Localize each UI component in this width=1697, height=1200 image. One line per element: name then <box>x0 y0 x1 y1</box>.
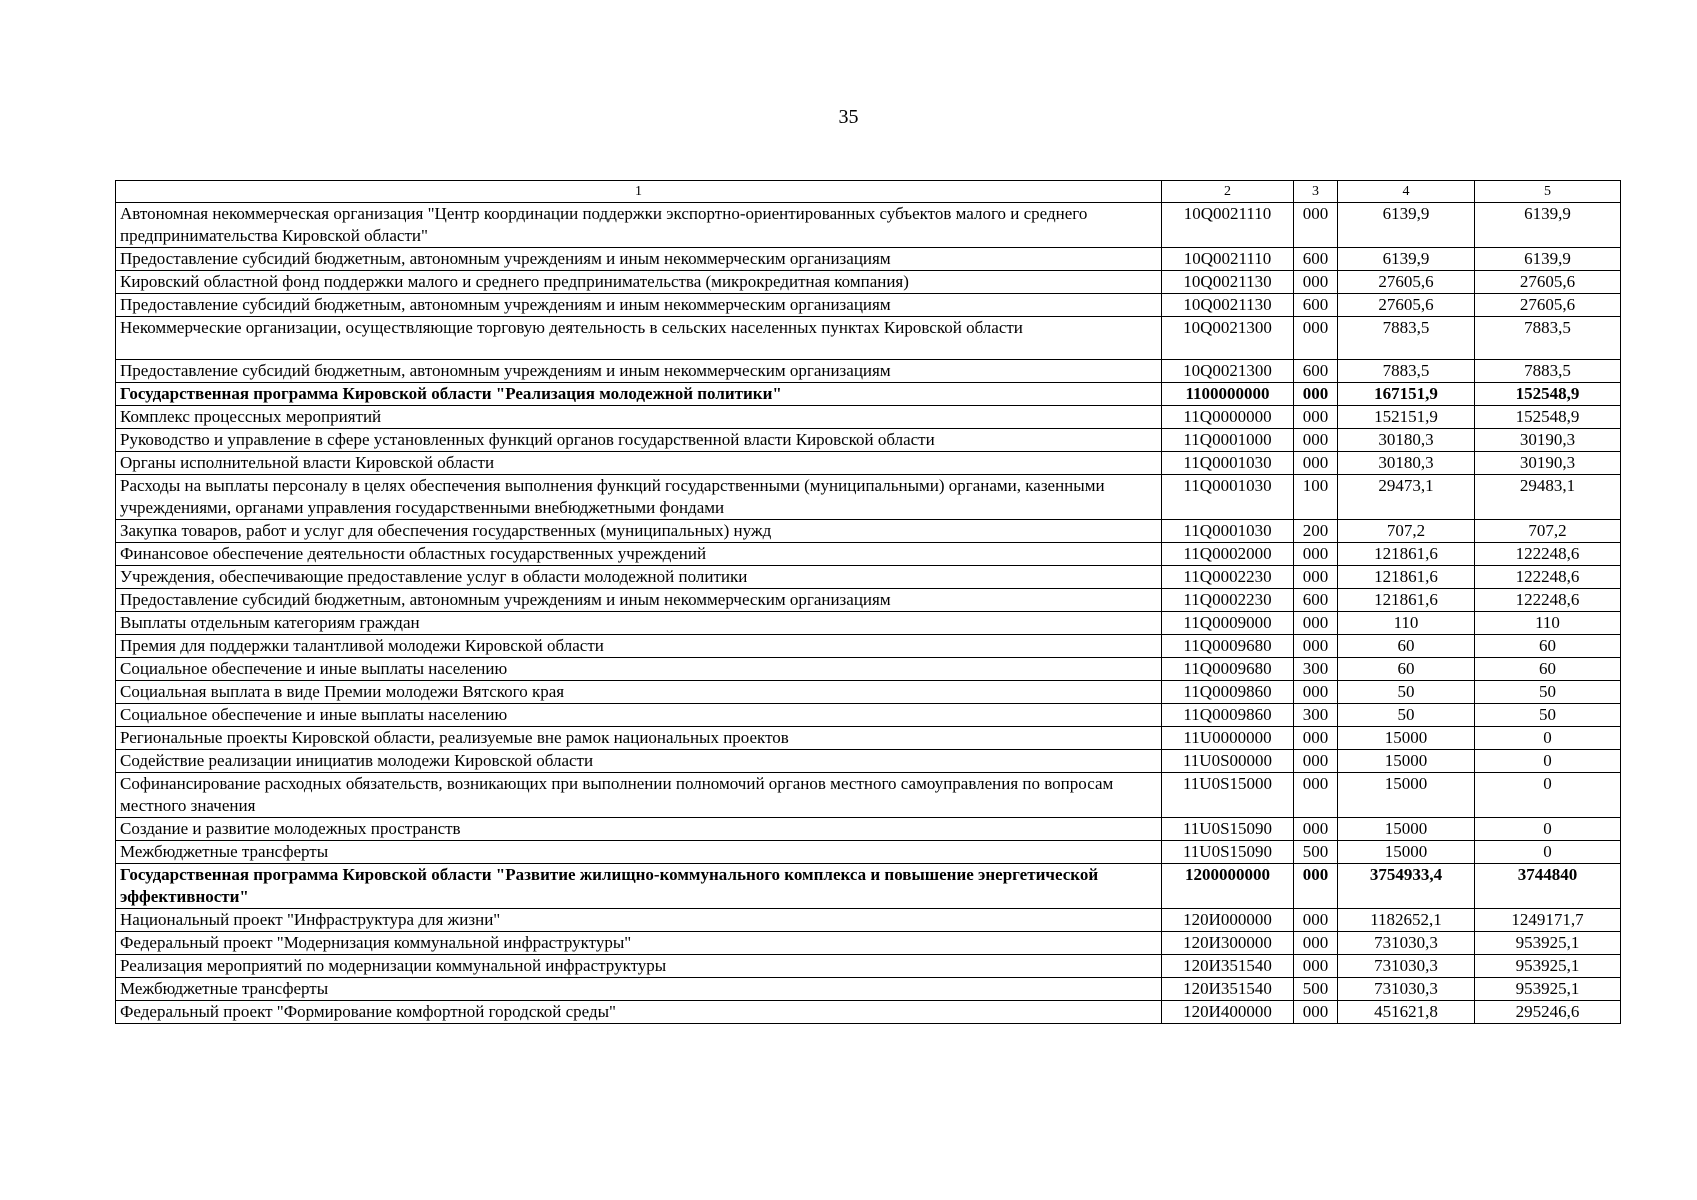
code-cell: 11U0000000 <box>1162 727 1294 750</box>
code-cell: 1100000000 <box>1162 383 1294 406</box>
table-row <box>116 520 1621 543</box>
code-cell: 11Q0001030 <box>1162 452 1294 475</box>
value-col4-cell: 731030,3 <box>1338 955 1475 978</box>
expense-type-cell: 000 <box>1294 818 1338 841</box>
row-name-cell: Выплаты отдельным категориям граждан <box>116 612 1162 635</box>
budget-table <box>115 180 1621 1024</box>
code-cell: 11Q0009680 <box>1162 635 1294 658</box>
code-cell: 120И000000 <box>1162 909 1294 932</box>
code-cell: 10Q0021130 <box>1162 294 1294 317</box>
value-col5-cell: 953925,1 <box>1475 932 1621 955</box>
value-col5-cell: 30190,3 <box>1475 429 1621 452</box>
value-col5-cell: 122248,6 <box>1475 589 1621 612</box>
table-row <box>116 1001 1621 1024</box>
expense-type-cell: 100 <box>1294 475 1338 520</box>
table-row <box>116 612 1621 635</box>
table-row <box>116 248 1621 271</box>
table-row <box>116 704 1621 727</box>
expense-type-cell: 000 <box>1294 429 1338 452</box>
expense-type-cell: 000 <box>1294 203 1338 248</box>
row-name-cell: Премия для поддержки талантливой молодежи Кировской области <box>116 635 1162 658</box>
value-col4-cell: 152151,9 <box>1338 406 1475 429</box>
row-name-cell: Межбюджетные трансферты <box>116 841 1162 864</box>
value-col5-cell: 122248,6 <box>1475 566 1621 589</box>
expense-type-cell: 300 <box>1294 658 1338 681</box>
row-name-cell: Предоставление субсидий бюджетным, автономным учреждениям и иным некоммерческим организациям <box>116 360 1162 383</box>
value-col4-cell: 30180,3 <box>1338 452 1475 475</box>
value-col5-cell: 122248,6 <box>1475 543 1621 566</box>
value-col4-cell: 15000 <box>1338 841 1475 864</box>
expense-type-cell: 000 <box>1294 750 1338 773</box>
expense-type-cell: 000 <box>1294 317 1338 360</box>
row-name-cell: Содействие реализации инициатив молодежи Кировской области <box>116 750 1162 773</box>
expense-type-cell: 600 <box>1294 589 1338 612</box>
table-row <box>116 406 1621 429</box>
value-col5-cell: 953925,1 <box>1475 978 1621 1001</box>
expense-type-cell: 600 <box>1294 294 1338 317</box>
row-name-cell: Предоставление субсидий бюджетным, автономным учреждениям и иным некоммерческим организациям <box>116 589 1162 612</box>
value-col4-cell: 15000 <box>1338 773 1475 818</box>
value-col4-cell: 27605,6 <box>1338 294 1475 317</box>
column-header: 4 <box>1338 181 1475 203</box>
row-name-cell: Межбюджетные трансферты <box>116 978 1162 1001</box>
value-col4-cell: 6139,9 <box>1338 203 1475 248</box>
table-row <box>116 589 1621 612</box>
expense-type-cell: 000 <box>1294 955 1338 978</box>
value-col5-cell: 152548,9 <box>1475 406 1621 429</box>
expense-type-cell: 000 <box>1294 773 1338 818</box>
row-name-cell: Комплекс процессных мероприятий <box>116 406 1162 429</box>
expense-type-cell: 600 <box>1294 360 1338 383</box>
expense-type-cell: 000 <box>1294 383 1338 406</box>
code-cell: 11U0S15000 <box>1162 773 1294 818</box>
value-col5-cell: 707,2 <box>1475 520 1621 543</box>
table-row <box>116 475 1621 520</box>
value-col4-cell: 50 <box>1338 704 1475 727</box>
value-col4-cell: 15000 <box>1338 750 1475 773</box>
value-col4-cell: 15000 <box>1338 818 1475 841</box>
table-row <box>116 727 1621 750</box>
row-name-cell: Учреждения, обеспечивающие предоставление услуг в области молодежной политики <box>116 566 1162 589</box>
code-cell: 10Q0021110 <box>1162 203 1294 248</box>
row-name-cell: Социальное обеспечение и иные выплаты населению <box>116 658 1162 681</box>
table-row <box>116 841 1621 864</box>
value-col4-cell: 121861,6 <box>1338 566 1475 589</box>
value-col5-cell: 0 <box>1475 841 1621 864</box>
code-cell: 11U0S00000 <box>1162 750 1294 773</box>
value-col5-cell: 27605,6 <box>1475 271 1621 294</box>
row-name-cell: Закупка товаров, работ и услуг для обеспечения государственных (муниципальных) нужд <box>116 520 1162 543</box>
value-col5-cell: 0 <box>1475 818 1621 841</box>
value-col5-cell: 7883,5 <box>1475 317 1621 360</box>
value-col4-cell: 7883,5 <box>1338 317 1475 360</box>
row-name-cell: Создание и развитие молодежных пространств <box>116 818 1162 841</box>
table-row <box>116 203 1621 248</box>
table-row <box>116 271 1621 294</box>
table-row <box>116 543 1621 566</box>
expense-type-cell: 000 <box>1294 566 1338 589</box>
value-col5-cell: 30190,3 <box>1475 452 1621 475</box>
code-cell: 11Q0001000 <box>1162 429 1294 452</box>
code-cell: 11Q0002000 <box>1162 543 1294 566</box>
row-name-cell: Социальное обеспечение и иные выплаты населению <box>116 704 1162 727</box>
table-row <box>116 317 1621 360</box>
code-cell: 11Q0001030 <box>1162 520 1294 543</box>
value-col4-cell: 60 <box>1338 658 1475 681</box>
row-name-cell: Федеральный проект "Формирование комфортной городской среды" <box>116 1001 1162 1024</box>
value-col4-cell: 29473,1 <box>1338 475 1475 520</box>
code-cell: 11Q0001030 <box>1162 475 1294 520</box>
value-col5-cell: 295246,6 <box>1475 1001 1621 1024</box>
value-col4-cell: 731030,3 <box>1338 932 1475 955</box>
value-col4-cell: 167151,9 <box>1338 383 1475 406</box>
value-col5-cell: 6139,9 <box>1475 203 1621 248</box>
expense-type-cell: 000 <box>1294 635 1338 658</box>
value-col4-cell: 731030,3 <box>1338 978 1475 1001</box>
row-name-cell: Органы исполнительной власти Кировской области <box>116 452 1162 475</box>
table-row <box>116 750 1621 773</box>
column-header: 2 <box>1162 181 1294 203</box>
value-col5-cell: 953925,1 <box>1475 955 1621 978</box>
value-col5-cell: 50 <box>1475 704 1621 727</box>
code-cell: 11Q0002230 <box>1162 566 1294 589</box>
value-col5-cell: 7883,5 <box>1475 360 1621 383</box>
value-col4-cell: 30180,3 <box>1338 429 1475 452</box>
code-cell: 11Q0002230 <box>1162 589 1294 612</box>
code-cell: 11U0S15090 <box>1162 818 1294 841</box>
row-name-cell: Кировский областной фонд поддержки малого и среднего предпринимательства (микрокредитная компания) <box>116 271 1162 294</box>
code-cell: 11Q0009860 <box>1162 681 1294 704</box>
row-name-cell: Региональные проекты Кировской области, реализуемые вне рамок национальных проектов <box>116 727 1162 750</box>
table-row <box>116 818 1621 841</box>
expense-type-cell: 500 <box>1294 841 1338 864</box>
code-cell: 10Q0021300 <box>1162 317 1294 360</box>
expense-type-cell: 000 <box>1294 932 1338 955</box>
code-cell: 11Q0009680 <box>1162 658 1294 681</box>
expense-type-cell: 000 <box>1294 1001 1338 1024</box>
expense-type-cell: 000 <box>1294 727 1338 750</box>
code-cell: 120И300000 <box>1162 932 1294 955</box>
expense-type-cell: 000 <box>1294 452 1338 475</box>
expense-type-cell: 000 <box>1294 543 1338 566</box>
expense-type-cell: 000 <box>1294 271 1338 294</box>
table-row <box>116 635 1621 658</box>
table-row <box>116 773 1621 818</box>
expense-type-cell: 300 <box>1294 704 1338 727</box>
value-col4-cell: 451621,8 <box>1338 1001 1475 1024</box>
value-col5-cell: 1249171,7 <box>1475 909 1621 932</box>
code-cell: 10Q0021110 <box>1162 248 1294 271</box>
value-col5-cell: 110 <box>1475 612 1621 635</box>
expense-type-cell: 200 <box>1294 520 1338 543</box>
table-row <box>116 978 1621 1001</box>
value-col5-cell: 0 <box>1475 773 1621 818</box>
expense-type-cell: 600 <box>1294 248 1338 271</box>
code-cell: 120И351540 <box>1162 978 1294 1001</box>
value-col5-cell: 152548,9 <box>1475 383 1621 406</box>
row-name-cell: Национальный проект "Инфраструктура для жизни" <box>116 909 1162 932</box>
row-name-cell: Автономная некоммерческая организация "Центр координации поддержки экспортно-ориентированных субъектов малого и среднего предпринимательства Кировской области" <box>116 203 1162 248</box>
code-cell: 1200000000 <box>1162 864 1294 909</box>
table-row <box>116 909 1621 932</box>
row-name-cell: Социальная выплата в виде Премии молодежи Вятского края <box>116 681 1162 704</box>
value-col5-cell: 6139,9 <box>1475 248 1621 271</box>
table-row <box>116 566 1621 589</box>
value-col4-cell: 110 <box>1338 612 1475 635</box>
table-body <box>116 203 1621 1024</box>
value-col5-cell: 60 <box>1475 635 1621 658</box>
value-col4-cell: 60 <box>1338 635 1475 658</box>
code-cell: 11Q0009860 <box>1162 704 1294 727</box>
row-name-cell: Федеральный проект "Модернизация коммунальной инфраструктуры" <box>116 932 1162 955</box>
table-row <box>116 658 1621 681</box>
expense-type-cell: 000 <box>1294 681 1338 704</box>
code-cell: 11Q0000000 <box>1162 406 1294 429</box>
row-name-cell: Предоставление субсидий бюджетным, автономным учреждениям и иным некоммерческим организациям <box>116 248 1162 271</box>
value-col4-cell: 707,2 <box>1338 520 1475 543</box>
table-row <box>116 452 1621 475</box>
value-col5-cell: 60 <box>1475 658 1621 681</box>
value-col4-cell: 6139,9 <box>1338 248 1475 271</box>
expense-type-cell: 000 <box>1294 406 1338 429</box>
row-name-cell: Реализация мероприятий по модернизации коммунальной инфраструктуры <box>116 955 1162 978</box>
expense-type-cell: 500 <box>1294 978 1338 1001</box>
row-name-cell: Государственная программа Кировской области "Развитие жилищно-коммунального комплекса и повышение энергетической эффективности" <box>116 864 1162 909</box>
value-col5-cell: 0 <box>1475 727 1621 750</box>
column-header: 1 <box>116 181 1162 203</box>
table-row <box>116 955 1621 978</box>
value-col4-cell: 50 <box>1338 681 1475 704</box>
value-col4-cell: 121861,6 <box>1338 589 1475 612</box>
value-col4-cell: 121861,6 <box>1338 543 1475 566</box>
page-number: 35 <box>838 106 859 128</box>
row-name-cell: Софинансирование расходных обязательств, возникающих при выполнении полномочий органов местного самоуправления по вопросам местного значения <box>116 773 1162 818</box>
value-col4-cell: 3754933,4 <box>1338 864 1475 909</box>
row-name-cell: Государственная программа Кировской области "Реализация молодежной политики" <box>116 383 1162 406</box>
value-col5-cell: 27605,6 <box>1475 294 1621 317</box>
code-cell: 10Q0021130 <box>1162 271 1294 294</box>
header-row <box>116 181 1621 203</box>
value-col5-cell: 50 <box>1475 681 1621 704</box>
expense-type-cell: 000 <box>1294 612 1338 635</box>
code-cell: 120И400000 <box>1162 1001 1294 1024</box>
table-row <box>116 383 1621 406</box>
value-col5-cell: 3744840 <box>1475 864 1621 909</box>
table-row <box>116 429 1621 452</box>
row-name-cell: Некоммерческие организации, осуществляющие торговую деятельность в сельских населенных пунктах Кировской области <box>116 317 1162 360</box>
table-row <box>116 864 1621 909</box>
table-row <box>116 681 1621 704</box>
value-col4-cell: 15000 <box>1338 727 1475 750</box>
table-row <box>116 360 1621 383</box>
column-header: 3 <box>1294 181 1338 203</box>
value-col5-cell: 0 <box>1475 750 1621 773</box>
row-name-cell: Руководство и управление в сфере установленных функций органов государственной власти Кировской области <box>116 429 1162 452</box>
row-name-cell: Предоставление субсидий бюджетным, автономным учреждениям и иным некоммерческим организациям <box>116 294 1162 317</box>
expense-type-cell: 000 <box>1294 909 1338 932</box>
expense-type-cell: 000 <box>1294 864 1338 909</box>
value-col4-cell: 27605,6 <box>1338 271 1475 294</box>
value-col4-cell: 1182652,1 <box>1338 909 1475 932</box>
column-header: 5 <box>1475 181 1621 203</box>
code-cell: 11Q0009000 <box>1162 612 1294 635</box>
code-cell: 120И351540 <box>1162 955 1294 978</box>
value-col5-cell: 29483,1 <box>1475 475 1621 520</box>
code-cell: 10Q0021300 <box>1162 360 1294 383</box>
value-col4-cell: 7883,5 <box>1338 360 1475 383</box>
code-cell: 11U0S15090 <box>1162 841 1294 864</box>
row-name-cell: Финансовое обеспечение деятельности областных государственных учреждений <box>116 543 1162 566</box>
row-name-cell: Расходы на выплаты персоналу в целях обеспечения выполнения функций государственными (муниципальными) органами, казенными учреждениями, органами управления государственными внебюджетными фондами <box>116 475 1162 520</box>
table-row <box>116 932 1621 955</box>
table-row <box>116 294 1621 317</box>
